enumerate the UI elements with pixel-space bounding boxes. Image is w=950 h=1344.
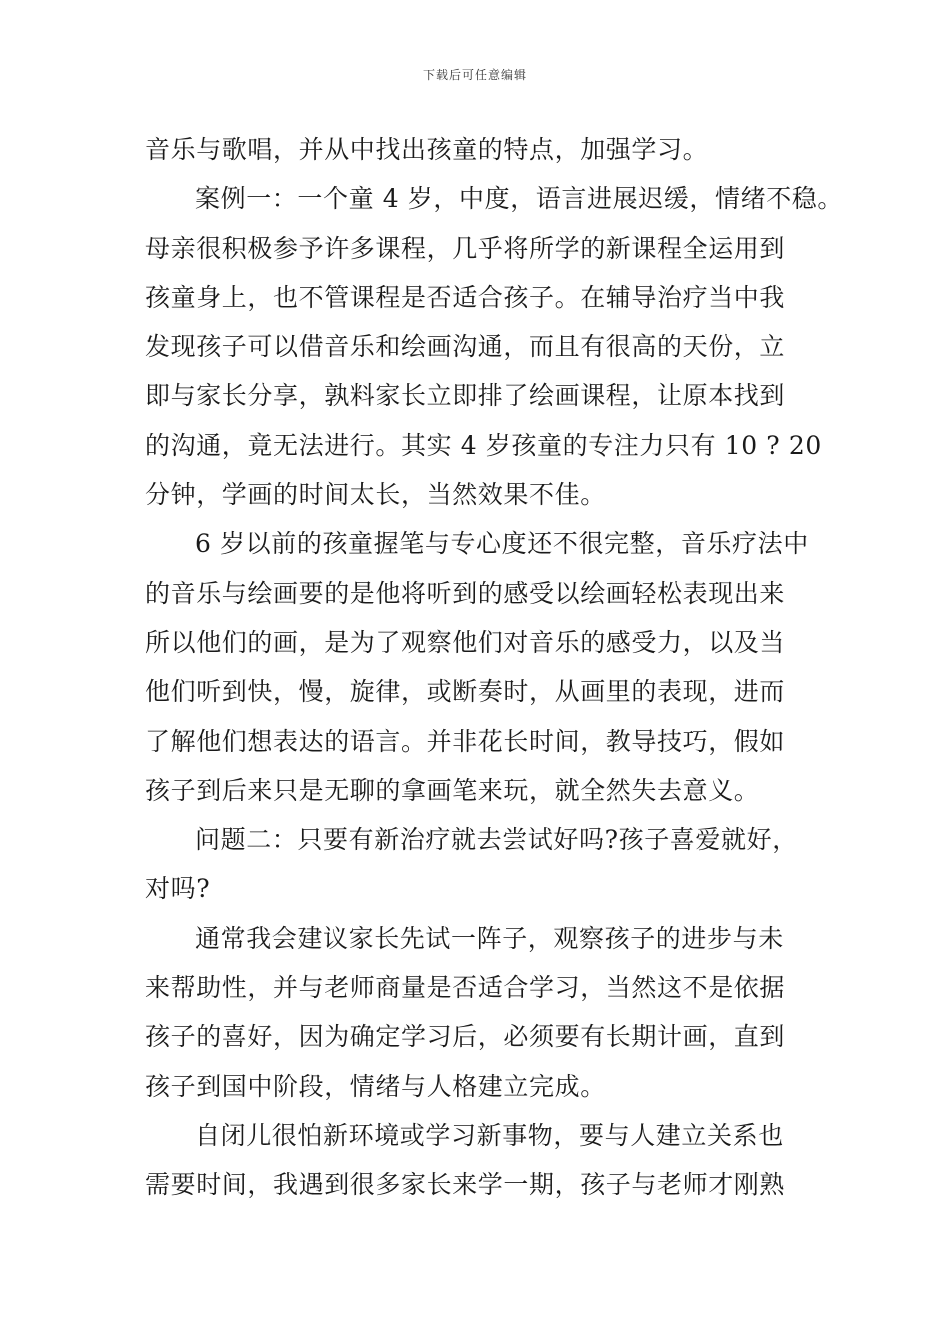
- text-line: 案例一：一个童 4 岁，中度，语言进展迟缓，情绪不稳。: [195, 184, 844, 214]
- text-line: 所以他们的画，是为了观察他们对音乐的感受力，以及当: [145, 627, 786, 657]
- text-line: 孩子的喜好，因为确定学习后，必须要有长期计画，直到: [145, 1022, 786, 1052]
- text-line: 他们听到快，慢，旋律，或断奏时，从画里的表现，进而: [145, 677, 786, 707]
- text-line: 孩子到后来只是无聊的拿画笔来玩，就全然失去意义。: [145, 775, 760, 805]
- text-line: 问题二：只要有新治疗就去尝试好吗?孩子喜爱就好，: [195, 825, 798, 855]
- text-line: 来帮助性，并与老师商量是否适合学习，当然这不是依据: [145, 973, 786, 1003]
- text-line: 通常我会建议家长先试一阵子，观察孩子的进步与未: [195, 923, 784, 953]
- text-line: 自闭儿很怕新环境或学习新事物，要与人建立关系也: [195, 1120, 784, 1150]
- text-line: 了解他们想表达的语言。并非花长时间，教导技巧，假如: [145, 726, 786, 756]
- text-line: 需要时间，我遇到很多家长来学一期，孩子与老师才刚熟: [145, 1170, 786, 1200]
- text-line: 的音乐与绘画要的是他将听到的感受以绘画轻松表现出来: [145, 578, 786, 608]
- body-text: [145, 125, 844, 1210]
- text-line: 孩童身上，也不管课程是否适合孩子。在辅导治疗当中我: [145, 282, 786, 312]
- text-line: 母亲很积极参予许多课程，几乎将所学的新课程全运用到: [145, 233, 786, 263]
- text-line: 即与家长分享，孰料家长立即排了绘画课程，让原本找到: [145, 381, 786, 411]
- text-line: 对吗?: [145, 874, 211, 904]
- page-header: 下载后可任意编辑: [422, 68, 527, 82]
- text-line: 孩子到国中阶段，情绪与人格建立完成。: [145, 1071, 606, 1101]
- text-line: 音乐与歌唱，并从中找出孩童的特点，加强学习。: [145, 135, 709, 164]
- text-line: 6 岁以前的孩童握笔与专心度还不很完整，音乐疗法中: [195, 529, 809, 559]
- text-line: 的沟通，竟无法进行。其实 4 岁孩童的专注力只有 10 ? 20: [145, 430, 822, 460]
- text-line: 发现孩子可以借音乐和绘画沟通，而且有很高的天份，立: [145, 332, 786, 362]
- text-line: 分钟，学画的时间太长，当然效果不佳。: [145, 480, 606, 510]
